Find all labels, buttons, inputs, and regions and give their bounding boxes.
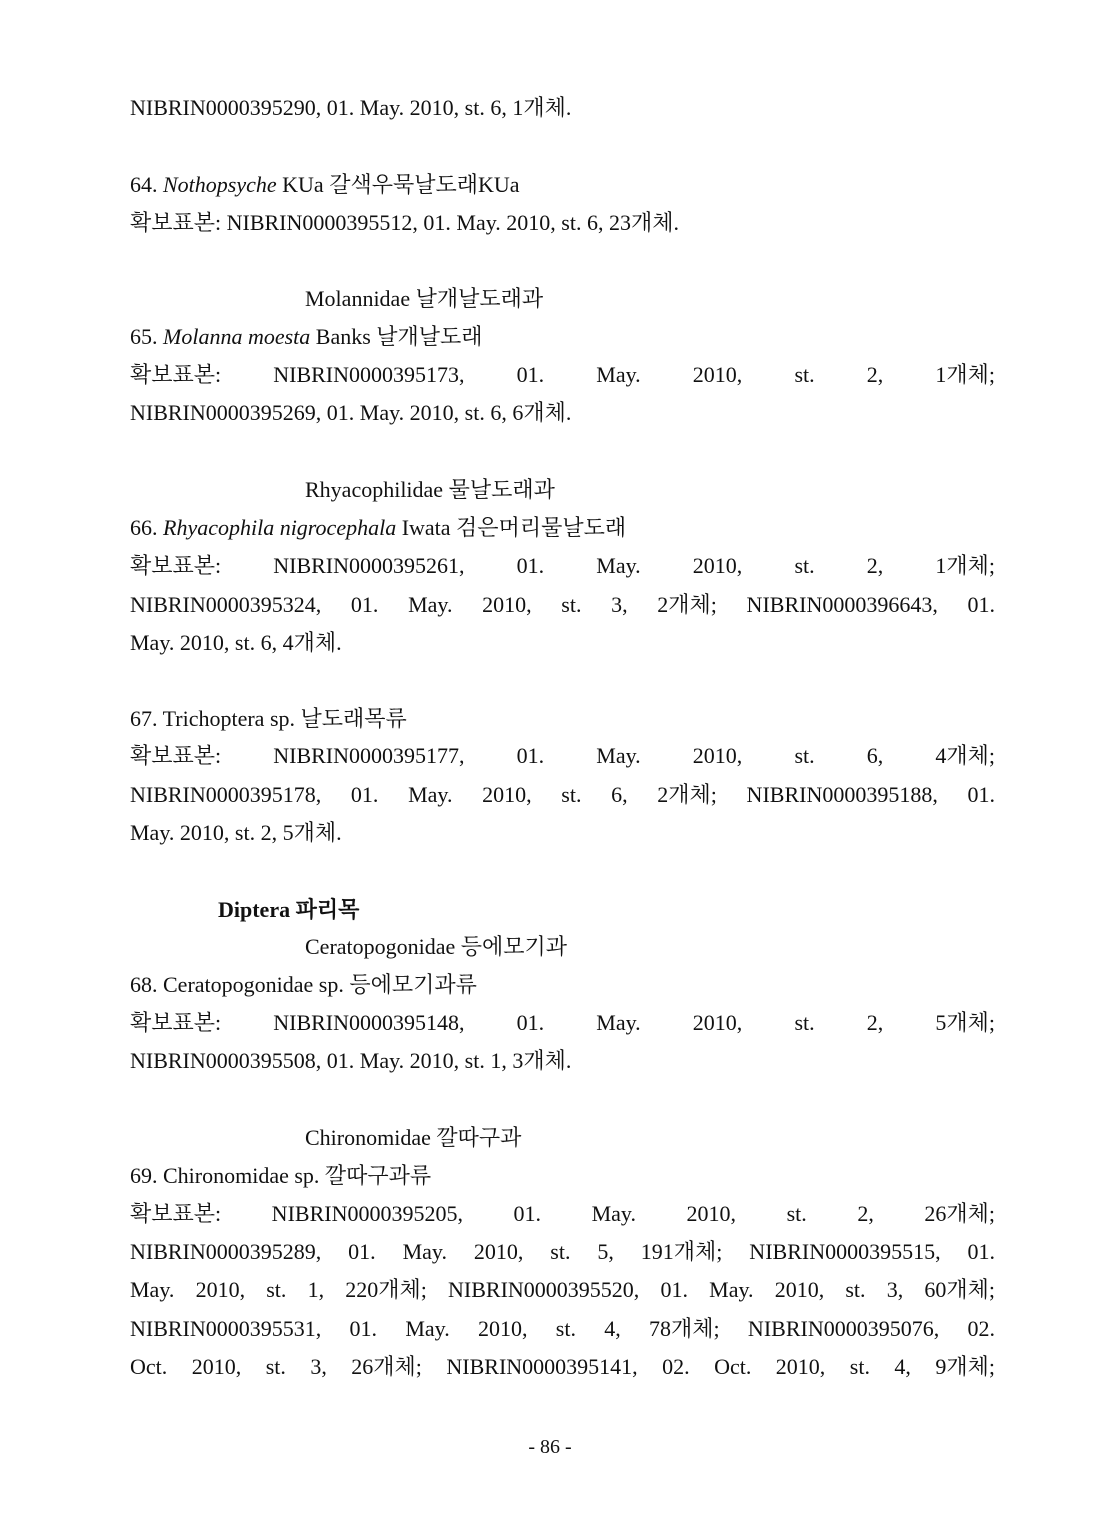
species-number: 66.	[130, 515, 158, 540]
species-heading-67: 67. Trichoptera sp. 날도래목류	[130, 706, 407, 731]
specimen-line: 확보표본: NIBRIN0000395177, 01. May. 2010, st. 6, 4개체;	[130, 743, 995, 768]
scientific-name: Rhyacophila nigrocephala	[163, 515, 397, 540]
scientific-name: Nothopsyche	[163, 172, 277, 197]
page-number: - 86 -	[528, 1436, 572, 1458]
species-number: 65.	[130, 324, 158, 349]
specimen-line: NIBRIN0000395290, 01. May. 2010, st. 6, 1개체.	[130, 95, 572, 120]
species-rest: Iwata 검은머리물날도래	[401, 515, 627, 540]
specimen-line: May. 2010, st. 6, 4개체.	[130, 630, 342, 655]
species-heading-66	[130, 509, 995, 547]
specimen-line: Oct. 2010, st. 3, 26개체; NIBRIN0000395141, 02. Oct. 2010, st. 4, 9개체;	[130, 1354, 995, 1379]
family-heading-ceratopogonidae: Ceratopogonidae 등에모기과	[305, 934, 568, 959]
family-heading-molannidae: Molannidae 날개날도래과	[305, 286, 544, 311]
species-rest: KUa 갈색우묵날도래KUa	[282, 172, 520, 197]
specimen-line: NIBRIN0000395531, 01. May. 2010, st. 4, 78개체; NIBRIN0000395076, 02.	[130, 1316, 995, 1341]
order-heading-diptera: Diptera 파리목	[218, 897, 360, 922]
specimen-line: NIBRIN0000395178, 01. May. 2010, st. 6, 2개체; NIBRIN0000395188, 01.	[130, 782, 995, 807]
species-heading-69: 69. Chironomidae sp. 깔따구과류	[130, 1163, 432, 1188]
specimen-line: 확보표본: NIBRIN0000395512, 01. May. 2010, st. 6, 23개체.	[130, 210, 679, 235]
specimen-line: May. 2010, st. 1, 220개체; NIBRIN0000395520, 01. May. 2010, st. 3, 60개체;	[130, 1277, 995, 1302]
species-rest: Banks 날개날도래	[315, 324, 483, 349]
specimen-line: NIBRIN0000395269, 01. May. 2010, st. 6, 6개체.	[130, 400, 572, 425]
scientific-name: Molanna moesta	[163, 324, 311, 349]
specimen-line: May. 2010, st. 2, 5개체.	[130, 820, 342, 845]
species-heading-68: 68. Ceratopogonidae sp. 등에모기과류	[130, 972, 477, 997]
specimen-line: 확보표본: NIBRIN0000395205, 01. May. 2010, st. 2, 26개체;	[130, 1201, 995, 1226]
species-heading-64	[130, 166, 995, 204]
specimen-line: 확보표본: NIBRIN0000395173, 01. May. 2010, st. 2, 1개체;	[130, 362, 995, 387]
family-heading-chironomidae: Chironomidae 깔따구과	[305, 1125, 522, 1150]
specimen-line: NIBRIN0000395508, 01. May. 2010, st. 1, 3개체.	[130, 1048, 572, 1073]
specimen-line: 확보표본: NIBRIN0000395148, 01. May. 2010, st. 2, 5개체;	[130, 1010, 995, 1035]
family-heading-rhyacophilidae: Rhyacophilidae 물날도래과	[305, 477, 555, 502]
specimen-line: NIBRIN0000395289, 01. May. 2010, st. 5, 191개체; NIBRIN0000395515, 01.	[130, 1239, 995, 1264]
species-number: 64.	[130, 172, 158, 197]
species-heading-65	[130, 318, 995, 356]
specimen-line: NIBRIN0000395324, 01. May. 2010, st. 3, 2개체; NIBRIN0000396643, 01.	[130, 592, 995, 617]
specimen-line: 확보표본: NIBRIN0000395261, 01. May. 2010, st. 2, 1개체;	[130, 553, 995, 578]
